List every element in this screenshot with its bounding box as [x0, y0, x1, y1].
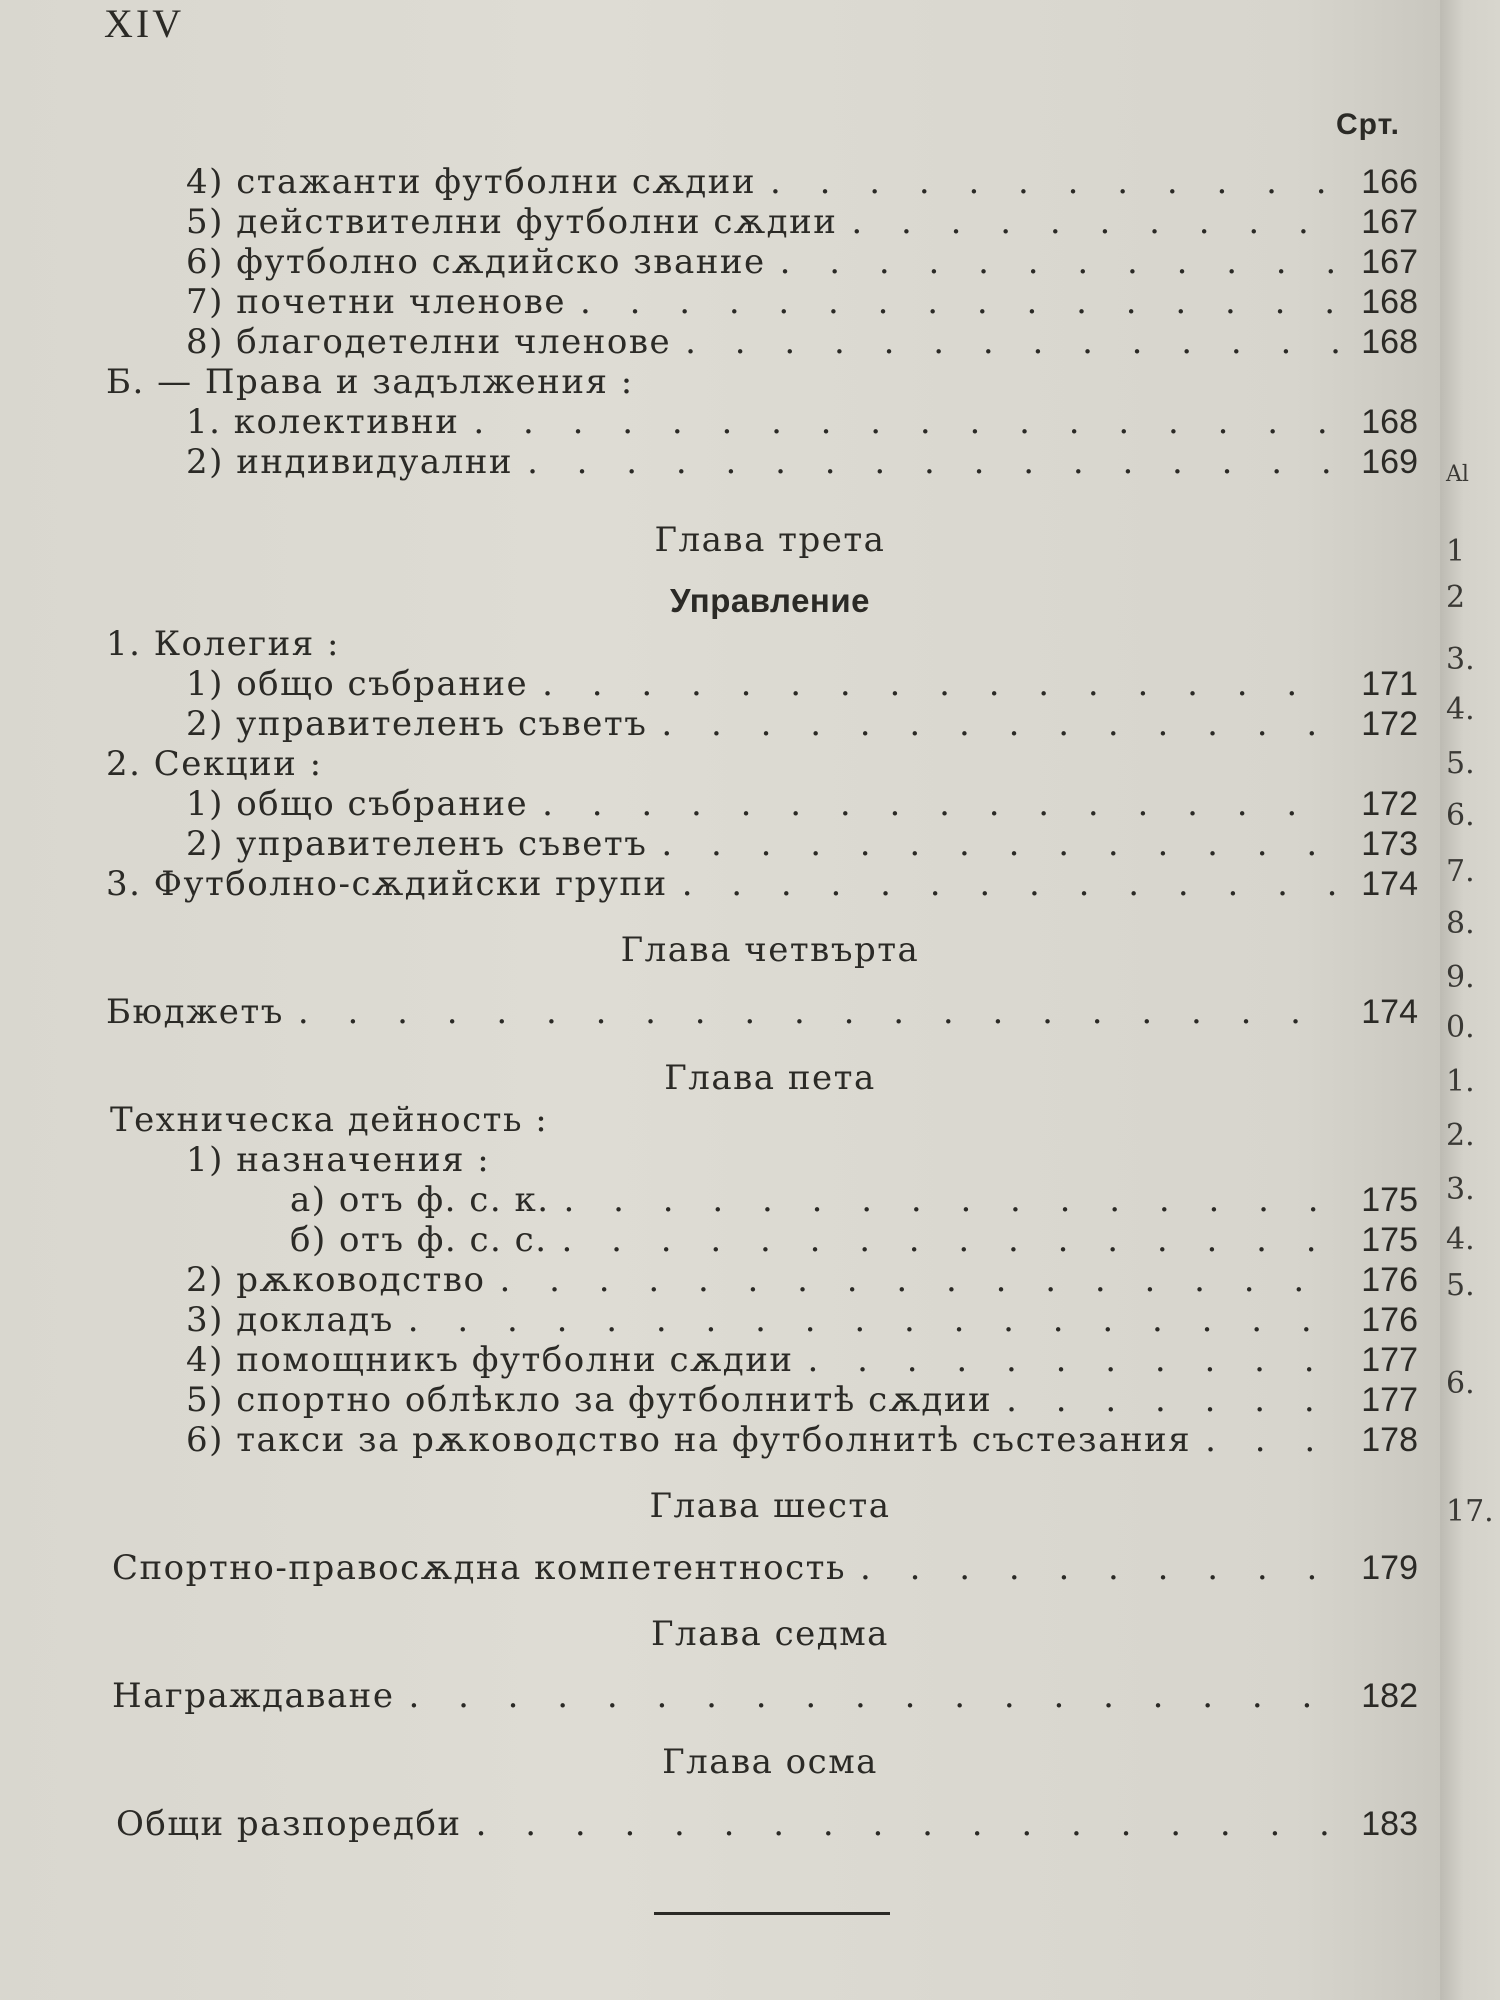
toc-entry-page: 175	[1361, 1221, 1418, 1259]
leader-dots	[770, 162, 1338, 202]
toc-entry-text: 7) почетни членове	[186, 282, 566, 322]
toc-entry-text: 1. колективни	[186, 402, 460, 442]
edge-fragment: 5.	[1446, 746, 1475, 781]
toc-entry-text: 2) управителенъ съветъ	[186, 704, 648, 744]
group-title: 2. Секции :	[106, 744, 323, 784]
edge-fragment: 2.	[1446, 1118, 1475, 1153]
toc-entry	[0, 242, 1418, 282]
leader-dots	[682, 864, 1338, 904]
chapter-5-subtitle: Техническа дейность :	[110, 1100, 549, 1140]
edge-fragment: 1.	[1446, 1064, 1475, 1099]
toc-entry	[0, 1548, 1418, 1588]
toc-entry-text: 1) общо събрание	[186, 664, 529, 704]
page-column-header: Срт.	[1336, 108, 1400, 141]
chapter-5-label: Глава пета	[664, 1058, 876, 1098]
toc-entry-page: 174	[1361, 993, 1418, 1031]
toc-entry-page: 183	[1361, 1805, 1418, 1843]
toc-entry-page: 182	[1361, 1677, 1418, 1715]
toc-entry	[0, 282, 1418, 322]
toc-entry-text: 5) спортно облѣкло за футболнитѣ сѫдии	[186, 1380, 993, 1420]
edge-fragment: 0.	[1446, 1010, 1475, 1045]
toc-entry-page: 167	[1361, 203, 1418, 241]
toc-entry-text: 4) стажанти футболни сѫдии	[186, 162, 756, 202]
leader-dots	[527, 442, 1338, 482]
toc-entry-page: 168	[1361, 403, 1418, 441]
toc-entry	[0, 1420, 1418, 1460]
toc-entry-page: 177	[1361, 1381, 1418, 1419]
toc-entry-page: 167	[1361, 243, 1418, 281]
toc-entry	[0, 442, 1418, 482]
toc-entry-page: 177	[1361, 1341, 1418, 1379]
toc-entry-text: 8) благодетелни членове	[186, 322, 672, 362]
edge-fragment: 5.	[1446, 1268, 1475, 1303]
toc-entry-text: 5) действителни футболни сѫдии	[186, 202, 838, 242]
toc-entry	[0, 1804, 1418, 1844]
toc-entry-text: 6) такси за рѫководство на футболнитѣ състезания	[186, 1420, 1192, 1460]
toc-entry-text: Бюджетъ	[106, 992, 284, 1032]
toc-entry-page: 172	[1361, 705, 1418, 743]
toc-entry-text: 3) докладъ	[186, 1300, 394, 1340]
toc-entry	[0, 1380, 1418, 1420]
toc-entry-text: Спортно-правосѫдна компетентность	[112, 1548, 846, 1588]
toc-entry-page: 174	[1361, 865, 1418, 903]
toc-entry-page: 173	[1361, 825, 1418, 863]
leader-dots	[408, 1300, 1338, 1340]
toc-entry	[0, 322, 1418, 362]
edge-fragment: 3.	[1446, 1172, 1475, 1207]
toc-entry-text: 4) помощникъ футболни сѫдии	[186, 1340, 794, 1380]
leader-dots	[542, 784, 1338, 824]
edge-fragment: 4.	[1446, 1222, 1475, 1257]
toc-entry-page: 179	[1361, 1549, 1418, 1587]
edge-fragment: 6.	[1446, 1366, 1475, 1401]
leader-dots	[562, 1220, 1339, 1260]
toc-entry-text: 1) общо събрание	[186, 784, 529, 824]
appointments-title: 1) назначения :	[186, 1140, 491, 1180]
toc-entry-page: 168	[1361, 283, 1418, 321]
toc-entry	[0, 1300, 1418, 1340]
closing-rule	[654, 1912, 890, 1915]
toc-entry	[0, 864, 1418, 904]
leader-dots	[808, 1340, 1338, 1380]
toc-entry	[0, 1260, 1418, 1300]
toc-entry-page: 166	[1361, 163, 1418, 201]
chapter-8-label: Глава осма	[662, 1742, 878, 1782]
toc-entry	[0, 1340, 1418, 1380]
leader-dots	[1006, 1380, 1338, 1420]
toc-entry-page: 178	[1361, 1421, 1418, 1459]
toc-entry-text: 2) управителенъ съветъ	[186, 824, 648, 864]
toc-entry-text: б) отъ ф. с. с.	[290, 1220, 548, 1260]
toc-entry	[0, 704, 1418, 744]
toc-entry-text: 3. Футболно-сѫдийски групи	[106, 864, 668, 904]
leader-dots	[499, 1260, 1338, 1300]
toc-entry	[0, 784, 1418, 824]
chapter-3-title: Управление	[669, 582, 871, 619]
edge-fragment: 7.	[1446, 854, 1475, 889]
leader-dots	[408, 1676, 1338, 1716]
section-b-title: Б. — Права и задължения :	[106, 362, 634, 402]
toc-entry	[0, 202, 1418, 242]
leader-dots	[580, 282, 1338, 322]
toc-entry	[0, 1676, 1418, 1716]
edge-fragment: 4.	[1446, 692, 1475, 727]
toc-entry-page: 169	[1361, 443, 1418, 481]
chapter-3-label: Глава трета	[654, 520, 886, 560]
leader-dots	[780, 242, 1338, 282]
edge-fragment: 9.	[1446, 960, 1475, 995]
chapter-6-label: Глава шеста	[649, 1486, 891, 1526]
toc-entry-text: а) отъ ф. с. к.	[290, 1180, 550, 1220]
leader-dots	[685, 322, 1338, 362]
toc-entry-text: 2) рѫководство	[186, 1260, 486, 1300]
toc-entry-page: 176	[1361, 1261, 1418, 1299]
toc-entry	[0, 162, 1418, 202]
toc-entry	[0, 992, 1418, 1032]
leader-dots	[298, 992, 1338, 1032]
toc-entry-page: 172	[1361, 785, 1418, 823]
group-title: 1. Колегия :	[106, 624, 340, 664]
toc-entry-text: 2) индивидуални	[186, 442, 514, 482]
edge-fragment: 8.	[1446, 906, 1475, 941]
toc-entry	[0, 1220, 1418, 1260]
edge-fragment: 1	[1446, 534, 1466, 569]
chapter-7-label: Глава седма	[651, 1614, 889, 1654]
chapter-4-label: Глава четвърта	[620, 930, 920, 970]
edge-fragment: 6.	[1446, 798, 1475, 833]
leader-dots	[542, 664, 1338, 704]
adjacent-page-edge	[1440, 0, 1500, 2000]
leader-dots	[473, 402, 1338, 442]
leader-dots	[851, 202, 1338, 242]
toc-entry-page: 168	[1361, 323, 1418, 361]
leader-dots	[860, 1548, 1338, 1588]
toc-entry-text: 6) футболно сѫдийско звание	[186, 242, 766, 282]
edge-fragment: 2	[1446, 580, 1466, 615]
edge-fragment: 3.	[1446, 642, 1475, 677]
toc-entry	[0, 1180, 1418, 1220]
toc-entry-page: 176	[1361, 1301, 1418, 1339]
leader-dots	[661, 704, 1338, 744]
toc-entry-page: 171	[1361, 665, 1418, 703]
edge-fragment: 17.	[1446, 1494, 1494, 1529]
toc-entry-text: Общи разпоредби	[116, 1804, 462, 1844]
toc-entry	[0, 664, 1418, 704]
toc-entry-page: 175	[1361, 1181, 1418, 1219]
leader-dots	[661, 824, 1338, 864]
toc-entry	[0, 824, 1418, 864]
leader-dots	[1205, 1420, 1338, 1460]
leader-dots	[564, 1180, 1338, 1220]
toc-entry	[0, 402, 1418, 442]
page-number: XIV	[104, 1, 185, 46]
edge-fragment: Al	[1446, 462, 1469, 487]
leader-dots	[476, 1804, 1338, 1844]
toc-entry-text: Награждаване	[112, 1676, 395, 1716]
